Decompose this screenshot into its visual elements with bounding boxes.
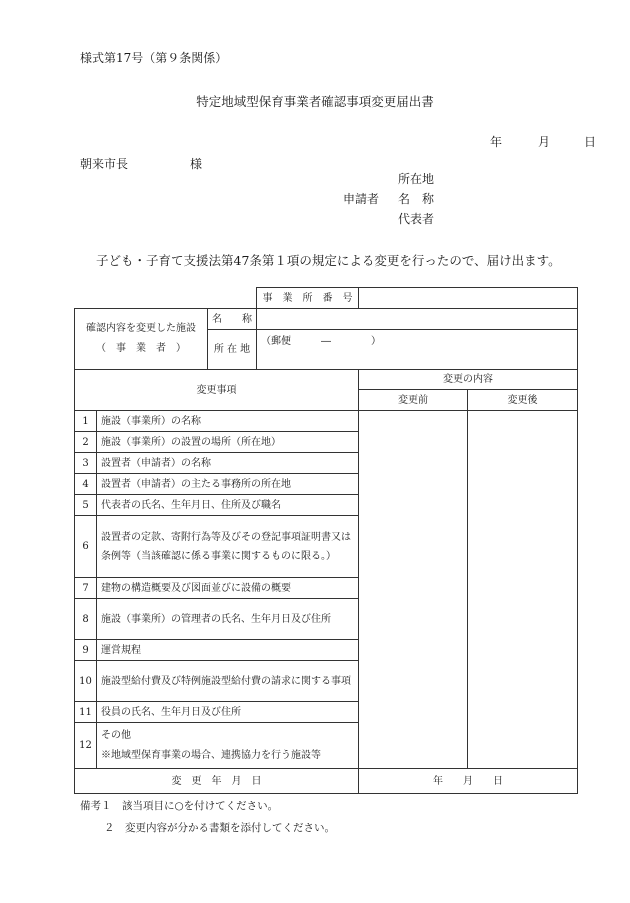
change-date-value: 年 月 日 [433, 775, 504, 787]
facility-label [75, 309, 208, 370]
after-header: 変更後 [468, 390, 578, 411]
postal-code-text: （郵便 ― ） [261, 336, 382, 347]
note-2: ２ 変更内容が分かる書類を添付してください。 [104, 822, 335, 834]
item-text: 役員の氏名、生年月日及び住所 [97, 702, 359, 723]
change-date-field[interactable] [359, 769, 578, 794]
item-text: 代表者の氏名、生年月日、住所及び職名 [97, 495, 359, 516]
item-number: 5 [75, 495, 97, 516]
item-text: 施設（事業所）の管理者の氏名、生年月日及び住所 [97, 599, 359, 640]
addressee-suffix: 様 [190, 157, 203, 171]
note-1: 備考１ 該当項目に○を付けてください。 [80, 800, 279, 812]
addressee-name: 朝来市長 [80, 157, 129, 171]
item-number: 7 [75, 578, 97, 599]
submission-date [490, 133, 596, 150]
change-date-label: 変 更 年 月 日 [75, 769, 359, 794]
facility-address-label: 所 在 地 [208, 330, 257, 370]
date-day-label: 日 [584, 135, 597, 149]
date-month-label: 月 [538, 135, 551, 149]
after-content-field[interactable] [468, 411, 578, 769]
change-items-header: 変更事項 [75, 370, 359, 411]
addressee [80, 155, 202, 172]
office-number-label: 事 業 所 番 号 [257, 288, 359, 309]
facility-name-field[interactable] [257, 309, 578, 330]
before-content-field[interactable] [359, 411, 468, 769]
item-number: 12 [75, 723, 97, 769]
item-number: 4 [75, 474, 97, 495]
statement: 子ども・子育て支援法第47条第１項の規定による変更を行ったので、届け出ます。 [96, 253, 561, 268]
applicant-address-label: 所在地 [398, 172, 435, 186]
item-number: 3 [75, 453, 97, 474]
facility-label-line2: （ 事 業 者 ） [96, 343, 186, 354]
item-number: 8 [75, 599, 97, 640]
facility-label-line1: 確認内容を変更した施設 [86, 323, 196, 334]
applicant-representative-label: 代表者 [398, 212, 435, 226]
change-form-table [74, 287, 578, 794]
item-other-label: その他 [101, 729, 131, 741]
item-number: 6 [75, 516, 97, 578]
applicant-name-label: 名 称 [398, 192, 435, 206]
item-text: 設置者の定款、寄附行為等及びその登記事項証明書又は条例等（当該確認に係る事業に関するものに限る。） [97, 516, 359, 578]
item-text [97, 723, 359, 769]
document-title: 特定地域型保育事業者確認事項変更届出書 [196, 94, 434, 109]
applicant-role-label: 申請者 [343, 192, 380, 206]
before-header: 変更前 [359, 390, 468, 411]
date-year-label: 年 [490, 135, 503, 149]
item-other-note: ※地域型保育事業の場合、連携協力を行う施設等 [101, 749, 321, 761]
facility-name-label: 名 称 [208, 309, 257, 330]
item-number: 2 [75, 432, 97, 453]
office-number-field[interactable] [359, 288, 578, 309]
facility-address-field[interactable] [257, 330, 578, 370]
item-text: 設置者（申請者）の名称 [97, 453, 359, 474]
item-text: 施設型給付費及び特例施設型給付費の請求に関する事項 [97, 661, 359, 702]
notes [80, 795, 335, 839]
item-text: 運営規程 [97, 640, 359, 661]
change-content-header: 変更の内容 [359, 370, 578, 390]
applicant-block [343, 169, 434, 229]
item-text: 建物の構造概要及び図面並びに設備の概要 [97, 578, 359, 599]
item-number: 10 [75, 661, 97, 702]
item-text: 設置者（申請者）の主たる事務所の所在地 [97, 474, 359, 495]
item-number: 9 [75, 640, 97, 661]
form-number: 様式第17号（第９条関係） [80, 51, 228, 65]
item-text: 施設（事業所）の名称 [97, 411, 359, 432]
table-row [75, 411, 578, 432]
item-number: 1 [75, 411, 97, 432]
item-number: 11 [75, 702, 97, 723]
item-text: 施設（事業所）の設置の場所（所在地） [97, 432, 359, 453]
